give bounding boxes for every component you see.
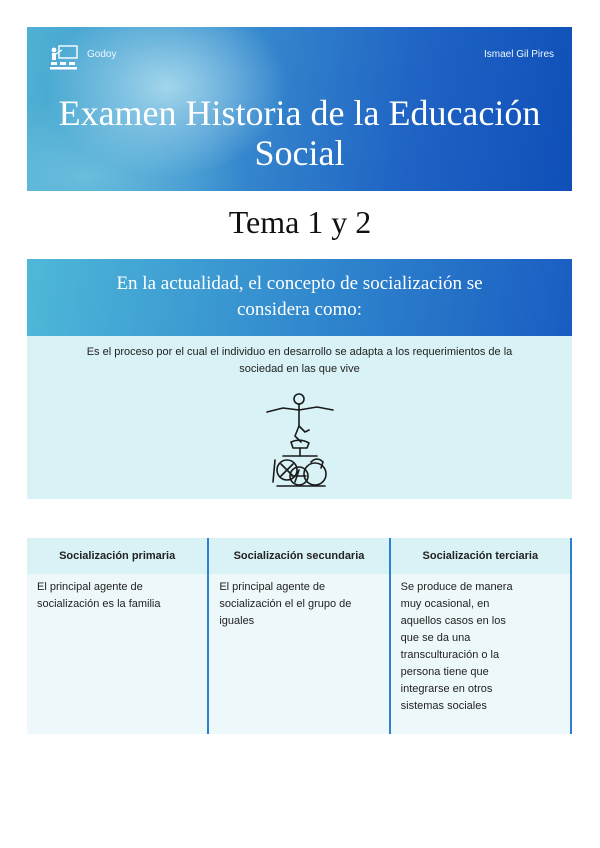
cell-line: persona tiene que [400, 666, 489, 678]
cell-line: que se da una [400, 632, 471, 644]
question-heading-line: considera como: [236, 299, 363, 320]
question-card [27, 259, 572, 499]
cell-line: El principal agente de [37, 581, 143, 593]
page-title [27, 93, 572, 173]
page-title-line: Examen Historia de la Educación [58, 93, 541, 133]
cell-line: integrarse en otros [400, 683, 493, 695]
table-header-cell: Socialización terciaria [390, 538, 571, 574]
page-title-line: Social [254, 133, 345, 173]
table-row [27, 574, 571, 734]
table-cell [27, 574, 208, 734]
brand-name: Godoy [87, 49, 117, 60]
cell-line: El principal agente de [219, 581, 326, 593]
cell-line: aquellos casos en los [400, 615, 506, 627]
question-heading-line: En la actualidad, el concepto de socialización se [116, 273, 483, 294]
header-banner [27, 27, 572, 191]
answer-line: Es el proceso por el cual el individuo en desarrollo se adapta a los requerimientos de la [86, 346, 513, 358]
teacher-classroom-icon [49, 44, 79, 72]
cell-line: socialización el el grupo de [219, 598, 352, 610]
author-name: Ismael Gil Pires [483, 49, 554, 60]
table-header-row [27, 538, 571, 574]
balancing-person-illustration [265, 390, 335, 494]
cell-line: muy ocasional, en [400, 598, 490, 610]
table-cell [390, 574, 571, 734]
answer-line: sociedad en las que vive [239, 363, 360, 375]
table-header-cell: Socialización primaria [27, 538, 208, 574]
table-cell [208, 574, 389, 734]
cell-line: iguales [219, 615, 255, 627]
cell-line: Se produce de manera [400, 581, 513, 593]
socialization-table [27, 538, 572, 734]
topic-subtitle: Tema 1 y 2 [228, 204, 372, 240]
table-header-cell: Socialización secundaria [208, 538, 389, 574]
cell-line: sistemas sociales [400, 700, 487, 712]
cell-line: transculturación o la [400, 649, 500, 661]
question-heading [27, 259, 572, 336]
answer-text [27, 344, 572, 378]
cell-line: socialización es la familia [37, 598, 161, 610]
